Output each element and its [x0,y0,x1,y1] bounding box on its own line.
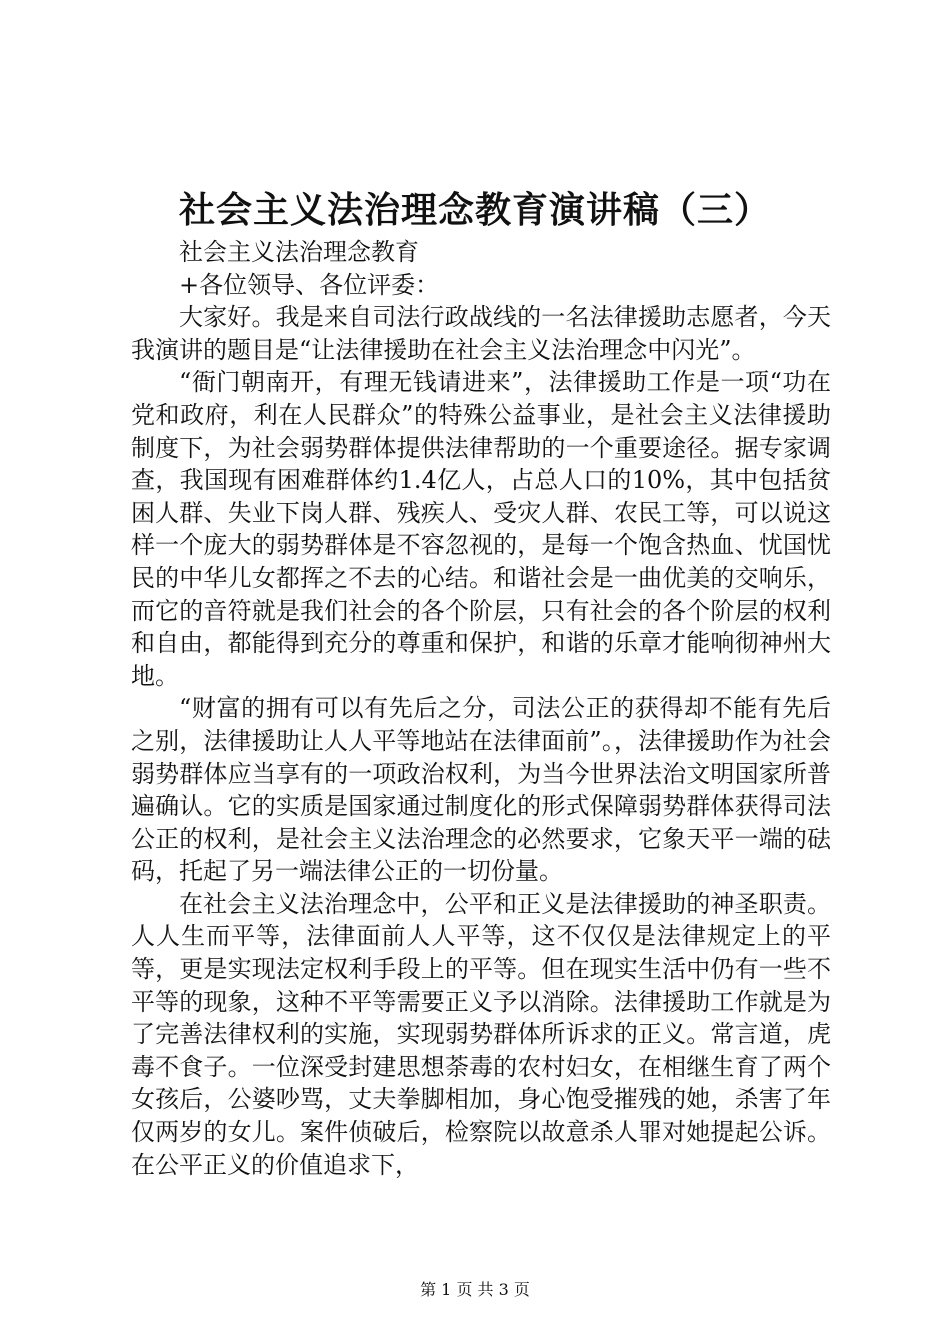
salutation: +各位领导、各位评委： [179,270,440,299]
paragraph-3: “财富的拥有可以有先后之分，司法公正的获得却不能有先后之别，法律援助让人人平等地站在法律面前”。，法律援助作为社会弱势群体应当享有的一项政治权利，为当今世界法治文明国家所普遍确认。它的实质是国家通过制度化的形式保障弱势群体获得司法公正的权利，是社会主义法治理念的必然要求，它象天平一端的砝码，托起了另一端法律公正的一切份量。 [131,694,831,886]
paragraph-1: 大家好。我是来自司法行政战线的一名法律援助志愿者，今天我演讲的题目是“让法律援助在社会主义法治理念中闪光”。 [131,303,831,364]
paragraph-4: 在社会主义法治理念中，公平和正义是法律援助的神圣职责。人人生而平等，法律面前人人平等，这不仅仅是法律规定上的平等，更是实现法定权利手段上的平等。但在现实生活中仍有一些不平等的现象，这种不平等需要正义予以消除。法律援助工作就是为了完善法律权利的实施，实现弱势群体所诉求的正义。常言道，虎毒不食子。一位深受封建思想荼毒的农村妇女，在相继生育了两个女孩后，公婆吵骂，丈夫拳脚相加，身心饱受摧残的她，杀害了年仅两岁的女儿。案件侦破后，检察院以故意杀人罪对她提起公诉。在公平正义的价值追求下， [131,889,831,1179]
document-body [131,236,831,1181]
document-subtitle: 社会主义法治理念教育 [179,238,419,266]
page-number: 第 1 页 共 3 页 [420,1280,530,1299]
paragraph-2: “衙门朝南开，有理无钱请进来”，法律援助工作是一项“功在党和政府，利在人民群众”的特殊公益事业，是社会主义法律援助制度下，为社会弱势群体提供法律帮助的一个重要途径。据专家调查，我国现有困难群体约1.4亿人，占总人口的10%，其中包括贫困人群、失业下岗人群、残疾人、受灾人群、农民工等，可以说这样一个庞大的弱势群体是不容忽视的，是每一个饱含热血、忧国忧民的中华儿女都挥之不去的心结。和谐社会是一曲优美的交响乐，而它的音符就是我们社会的各个阶层，只有社会的各个阶层的权利和自由，都能得到充分的尊重和保护，和谐的乐章才能响彻神州大地。 [131,368,831,690]
document-title: 社会主义法治理念教育演讲稿（三） [178,189,771,231]
